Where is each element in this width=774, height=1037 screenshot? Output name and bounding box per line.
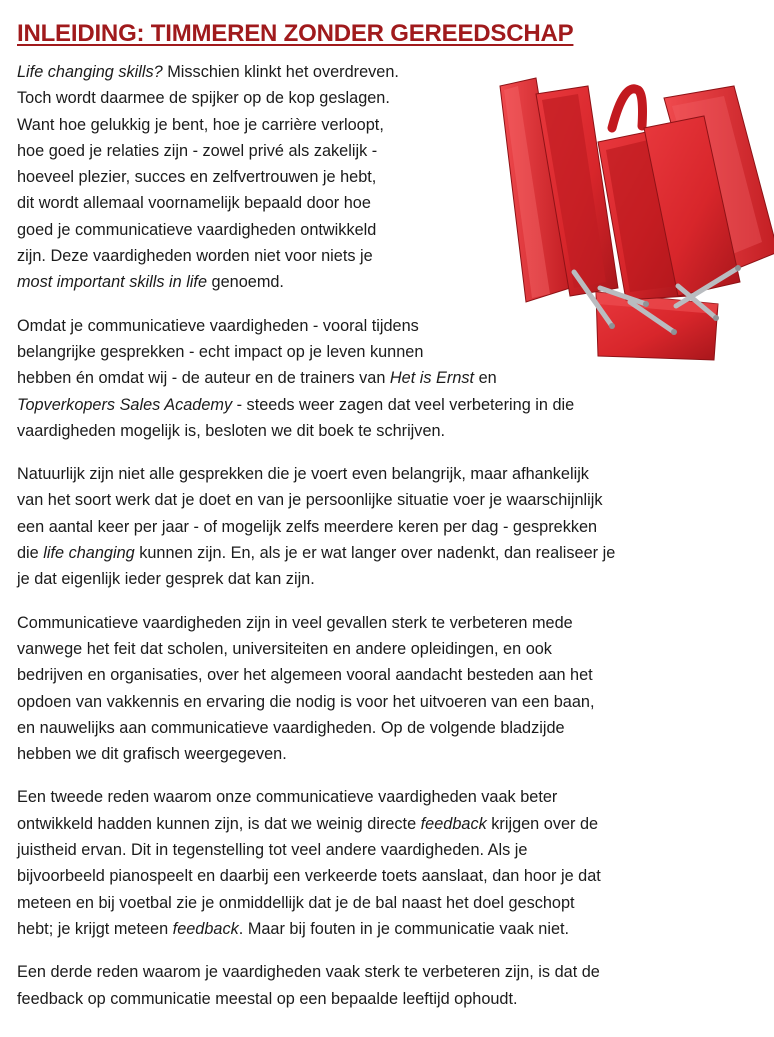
toolbox-icon [478,56,774,364]
text-line: Natuurlijk zijn niet alle gesprekken die je voert even belangrijk, maar afhankelijk [17,465,589,484]
text-line: vaardigheden mogelijk is, besloten we dit boek te schrijven. [17,421,446,440]
text-line: Een tweede reden waarom onze communicatieve vaardigheden vaak beter [17,788,558,807]
text-span: die [17,544,44,563]
text-line: feedback op communicatie meestal op een bepaalde leeftijd ophoudt. [17,989,518,1008]
text-line: zijn. Deze vaardigheden worden niet voor niets je [17,247,373,266]
text-line: opdoen van vakkennis en ervaring die nodig is voor het uitvoeren van een baan, [17,692,595,711]
emphasis-text: feedback [172,919,239,938]
text-line: hoe goed je relaties zijn - zowel privé als zakelijk - [17,141,378,160]
text-line: goed je communicatieve vaardigheden ontwikkeld [17,220,377,239]
text-line: Een derde reden waarom je vaardigheden vaak sterk te verbeteren zijn, is dat de [17,963,600,982]
text-line: en nauwelijks aan communicatieve vaardigheden. Op de volgende bladzijde [17,718,565,737]
text-line: Omdat je communicatieve vaardigheden - vooral tijdens [17,316,419,335]
text-line: bijvoorbeeld pianospeelt en daarbij een verkeerde toets aanslaat, dan hoor je dat [17,867,601,886]
paragraph-3 [17,461,693,592]
text-line: vanwege het feit dat scholen, universiteiten en andere opleidingen, en ook [17,639,552,658]
emphasis-text: life changing [43,544,135,563]
emphasis-text: Het is Ernst [389,369,475,388]
paragraph-4 [17,610,693,768]
text-line [17,392,693,418]
paragraph-5 [17,784,693,942]
text-line: juistheid ervan. Dit in tegenstelling tot veel andere vaardigheden. Als je [17,841,528,860]
text-line: Want hoe gelukkig je bent, hoe je carrière verloopt, [17,115,384,134]
text-span: genoemd. [207,273,284,292]
text-line: Toch wordt daarmee de spijker op de kop geslagen. [17,89,390,108]
toolbox-handle [612,89,643,128]
emphasis-text: feedback [420,814,487,833]
emphasis-text: Life changing skills? [17,63,163,81]
text-line: van het soort werk dat je doet en van je persoonlijke situatie voer je waarschijnlijk [17,491,603,510]
text-line: hebben we dit grafisch weergegeven. [17,745,287,764]
text-line [17,916,693,942]
page-title: INLEIDING: TIMMEREN ZONDER GEREEDSCHAP [17,20,574,47]
text-line: meteen en bij voetbal zie je onmiddellijk dat je de bal naast het doel geschopt [17,893,575,912]
text-span: hebben én omdat wij - de auteur en de trainers van [17,369,390,388]
text-line: dit wordt allemaal voornamelijk bepaald door hoe [17,194,371,213]
paragraph-6 [17,959,693,1012]
text-line: bedrijven en organisaties, over het algemeen vooral aandacht besteden aan het [17,666,593,685]
emphasis-text: most important skills in life [17,273,208,292]
text-span: - steeds weer zagen dat veel verbetering in die [232,395,575,414]
text-span: hebt; je krijgt meteen [17,919,173,938]
text-line: belangrijke gesprekken - echt impact op je leven kunnen [17,342,424,361]
toolbox-illustration [478,56,774,364]
text-line: Communicatieve vaardigheden zijn in veel gevallen sterk te verbeteren mede [17,613,573,632]
text-span: Misschien klinkt het overdreven. [162,63,399,81]
text-line [17,365,693,391]
text-span: en [474,369,497,388]
text-line [17,811,693,837]
text-line [17,540,693,566]
text-line: je dat eigenlijk ieder gesprek dat kan zijn. [17,570,315,589]
text-line: hoeveel plezier, succes en zelfvertrouwen je hebt, [17,168,377,187]
emphasis-text: Topverkopers Sales Academy [17,395,233,414]
text-span: krijgen over de [486,814,599,833]
text-span: kunnen zijn. En, als je er wat langer over nadenkt, dan realiseer je [134,544,616,563]
text-line: een aantal keer per jaar - of mogelijk zelfs meerdere keren per dag - gesprekken [17,517,598,536]
text-span: ontwikkeld hadden kunnen zijn, is dat we weinig directe [17,814,421,833]
text-span: . Maar bij fouten in je communicatie vaak niet. [238,919,570,938]
